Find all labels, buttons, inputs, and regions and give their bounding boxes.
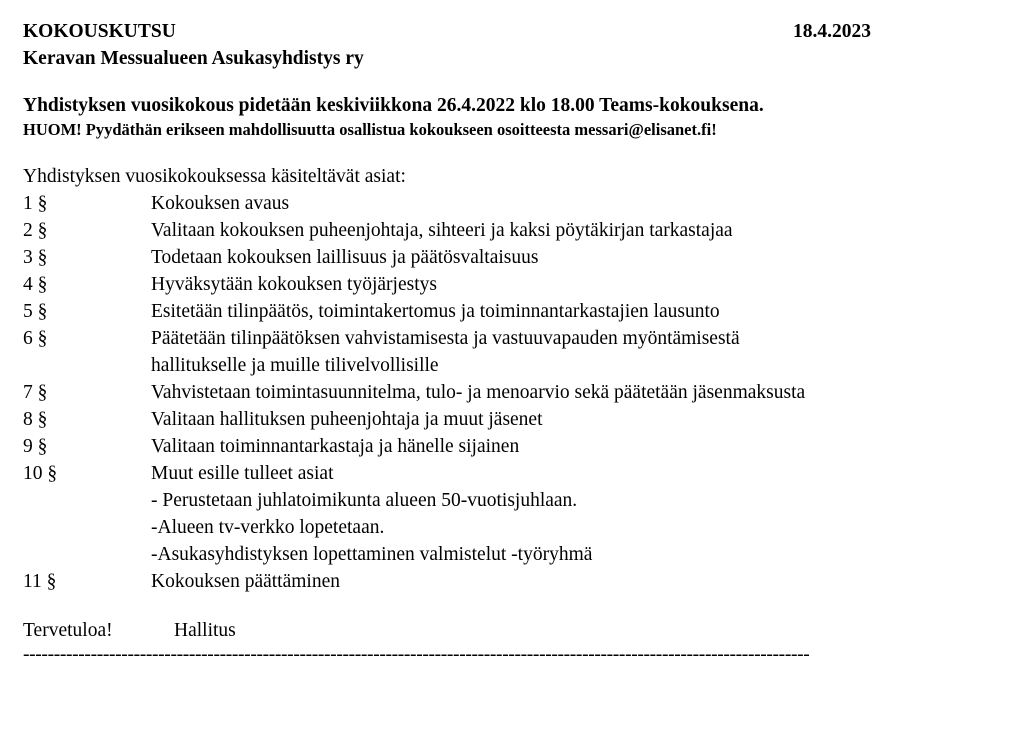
agenda-item-text: Hyväksytään kokouksen työjärjestys (151, 274, 437, 295)
meeting-invitation (23, 18, 983, 666)
header-row (23, 18, 983, 45)
agenda-item-text: Kokouksen päättäminen (151, 571, 340, 592)
agenda-item (23, 460, 983, 568)
agenda-item (23, 271, 983, 298)
agenda-item-text: Esitetään tilinpäätös, toimintakertomus ja toiminnantarkastajien lausunto (151, 301, 720, 322)
agenda-item-number: 7 § (23, 382, 48, 403)
agenda-item (23, 217, 983, 244)
agenda-item-number: 4 § (23, 274, 48, 295)
agenda-item-text: Valitaan toiminnantarkastaja ja hänelle sijainen (151, 436, 520, 457)
agenda-item-number: 9 § (23, 436, 48, 457)
agenda-subitem: - Perustetaan juhlatoimikunta alueen 50-vuotisjuhlaan. (151, 490, 578, 511)
agenda-item (23, 298, 983, 325)
agenda-item (23, 190, 983, 217)
agenda-item-number: 3 § (23, 247, 48, 268)
agenda-item-number: 5 § (23, 301, 48, 322)
agenda-item-text (151, 460, 983, 568)
agenda-item-text-line: Päätetään tilinpäätöksen vahvistamisesta ja vastuuvapauden myöntämisestä (151, 328, 740, 349)
agenda-item-text: Vahvistetaan toimintasuunnitelma, tulo- ja menoarvio sekä päätetään jäsenmaksusta (151, 382, 806, 403)
agenda-subitem: -Asukasyhdistyksen lopettaminen valmistelut -työryhmä (151, 544, 593, 565)
closing-row (23, 617, 983, 644)
agenda-item-text-line: hallitukselle ja muille tilivelvollisille (151, 355, 439, 376)
meeting-announcement: Yhdistyksen vuosikokous pidetään keskiviikkona 26.4.2022 klo 18.00 Teams-kokouksena. (23, 95, 764, 116)
participation-note: HUOM! Pyydäthän erikseen mahdollisuutta osallistua kokoukseen osoitteesta messari@elisanet.fi! (23, 120, 717, 139)
document-date: 18.4.2023 (793, 21, 871, 42)
agenda-item (23, 325, 983, 379)
agenda-item-text-line: Muut esille tulleet asiat (151, 463, 334, 484)
agenda-item (23, 433, 983, 460)
document-title: KOKOUSKUTSU (23, 21, 176, 42)
agenda-list (23, 190, 983, 595)
organization-name: Keravan Messualueen Asukasyhdistys ry (23, 48, 364, 69)
agenda-item-number: 11 § (23, 571, 57, 592)
closing-signature: Hallitus (174, 620, 236, 641)
closing-greeting: Tervetuloa! (23, 620, 113, 641)
agenda-item-text: Valitaan hallituksen puheenjohtaja ja muut jäsenet (151, 409, 543, 430)
agenda-item (23, 379, 983, 406)
agenda-item-number: 1 § (23, 193, 48, 214)
dashed-divider: -------------------------------------------------------------------------------------------------------------------------------- (23, 644, 810, 665)
agenda-intro: Yhdistyksen vuosikokouksessa käsiteltävät asiat: (23, 166, 406, 187)
agenda-item-text: Todetaan kokouksen laillisuus ja päätösvaltaisuus (151, 247, 539, 268)
agenda-item-text: Valitaan kokouksen puheenjohtaja, sihteeri ja kaksi pöytäkirjan tarkastajaa (151, 220, 733, 241)
agenda-subitem: -Alueen tv-verkko lopetetaan. (151, 517, 385, 538)
agenda-item (23, 568, 983, 595)
agenda-item-text: Kokouksen avaus (151, 193, 290, 214)
agenda-item (23, 406, 983, 433)
agenda-item-number: 6 § (23, 328, 48, 349)
agenda-item-text (151, 325, 983, 379)
agenda-item-number: 10 § (23, 463, 58, 484)
agenda-item-number: 2 § (23, 220, 48, 241)
agenda-item (23, 244, 983, 271)
agenda-item-number: 8 § (23, 409, 48, 430)
